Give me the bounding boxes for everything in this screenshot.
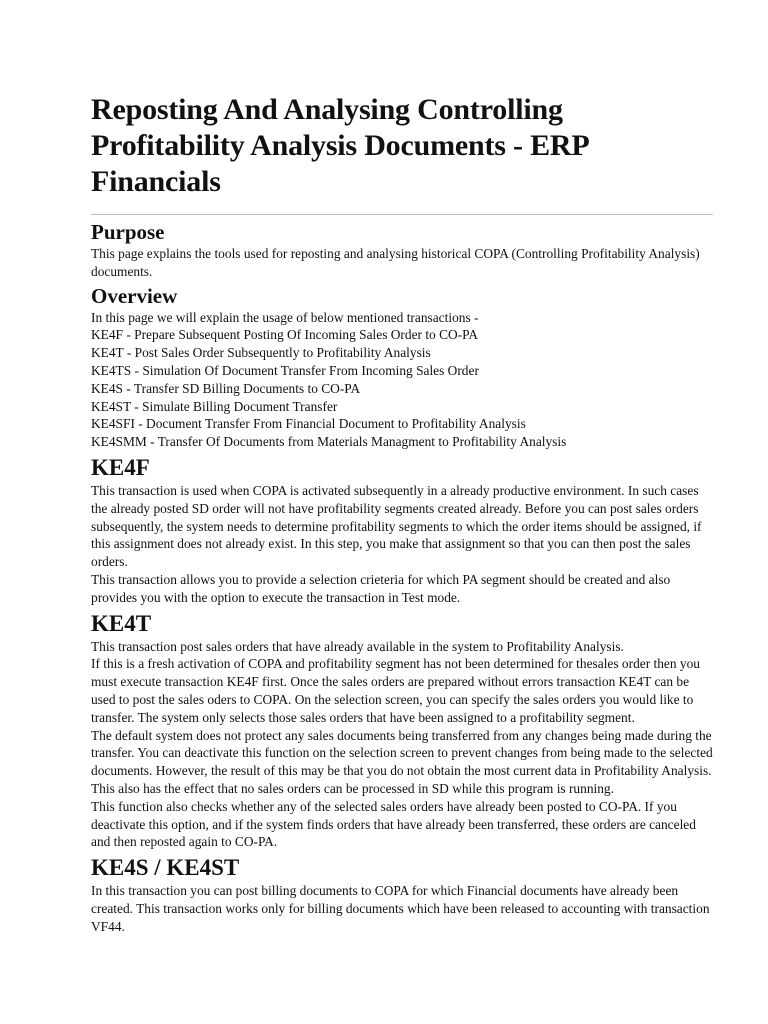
ke4t-paragraph-2: If this is a fresh activation of COPA and profitability segment has not been determined for thesales order then you must execute transaction KE4F first. Once the sales orders are prepared without errors transaction KE4T can be used to post the sales oders to COPA. On the selection screen, you can specify the sales orders you would like to transfer. The system only selects those sales orders that have been assigned to a profitability segment. bbox=[91, 656, 701, 725]
overview-heading: Overview bbox=[91, 283, 178, 308]
overview-item-ke4smm: KE4SMM - Transfer Of Documents from Materials Managment to Profitability Analysis bbox=[91, 434, 567, 450]
ke4s-heading: KE4S / KE4ST bbox=[91, 855, 240, 881]
ke4f-heading: KE4F bbox=[91, 454, 150, 480]
overview-item-ke4s: KE4S - Transfer SD Billing Documents to CO-PA bbox=[91, 380, 361, 396]
ke4f-paragraph-1: This transaction is used when COPA is activated subsequently in a already productive environment. In such cases the already posted SD order will not have profitability segments created already. Before you can post sales orders subsequently, the system needs to determine profitability segments to which the order items should be assigned, if this assignment does not already exist. In this step, you make that assignment so that you can then post the sales orders. bbox=[91, 482, 702, 570]
overview-intro: In this page we will explain the usage of below mentioned transactions - bbox=[91, 309, 479, 325]
ke4f-paragraph-2: This transaction allows you to provide a selection crieteria for which PA segment should be created and also provides you with the option to execute the transaction in Test mode. bbox=[91, 571, 671, 605]
page-title: Reposting And Analysing Controlling Profitability Analysis Documents - ERP Financials bbox=[91, 93, 588, 198]
ke4t-paragraph-4: This function also checks whether any of the selected sales orders have already been posted to CO-PA. If you deactivate this option, and if the system finds orders that have already been transferred, these orders are canceled and then reposted again to CO-PA. bbox=[91, 798, 696, 850]
document-page bbox=[91, 92, 713, 936]
overview-item-ke4t: KE4T - Post Sales Order Subsequently to Profitability Analysis bbox=[91, 345, 431, 361]
overview-item-ke4f: KE4F - Prepare Subsequent Posting Of Incoming Sales Order to CO-PA bbox=[91, 327, 479, 343]
overview-item-ke4ts: KE4TS - Simulation Of Document Transfer From Incoming Sales Order bbox=[91, 362, 479, 378]
ke4t-heading: KE4T bbox=[91, 610, 152, 636]
purpose-text: This page explains the tools used for reposting and analysing historical COPA (Controlling Profitability Analysis) documents. bbox=[91, 246, 700, 279]
ke4t-paragraph-3: The default system does not protect any sales documents being transferred from any changes being made during the transfer. You can deactivate this function on the selection screen to prevent changes from being made to the selected documents. However, the result of this may be that you do not obtain the most current data in Profitability Analysis. This also has the effect that no sales orders can be processed in SD while this program is running. bbox=[91, 727, 713, 796]
overview-list bbox=[91, 309, 713, 451]
overview-item-ke4st: KE4ST - Simulate Billing Document Transfer bbox=[91, 398, 338, 414]
ke4s-paragraph-1: In this transaction you can post billing documents to COPA for which Financial documents have already been created. This transaction works only for billing documents which have been released to accounting with transaction VF44. bbox=[91, 883, 710, 934]
title-divider bbox=[91, 214, 713, 215]
ke4t-paragraph-1: This transaction post sales orders that have already available in the system to Profitability Analysis. bbox=[91, 638, 624, 654]
overview-item-ke4sfi: KE4SFI - Document Transfer From Financial Document to Profitability Analysis bbox=[91, 416, 526, 432]
purpose-heading: Purpose bbox=[91, 220, 165, 244]
